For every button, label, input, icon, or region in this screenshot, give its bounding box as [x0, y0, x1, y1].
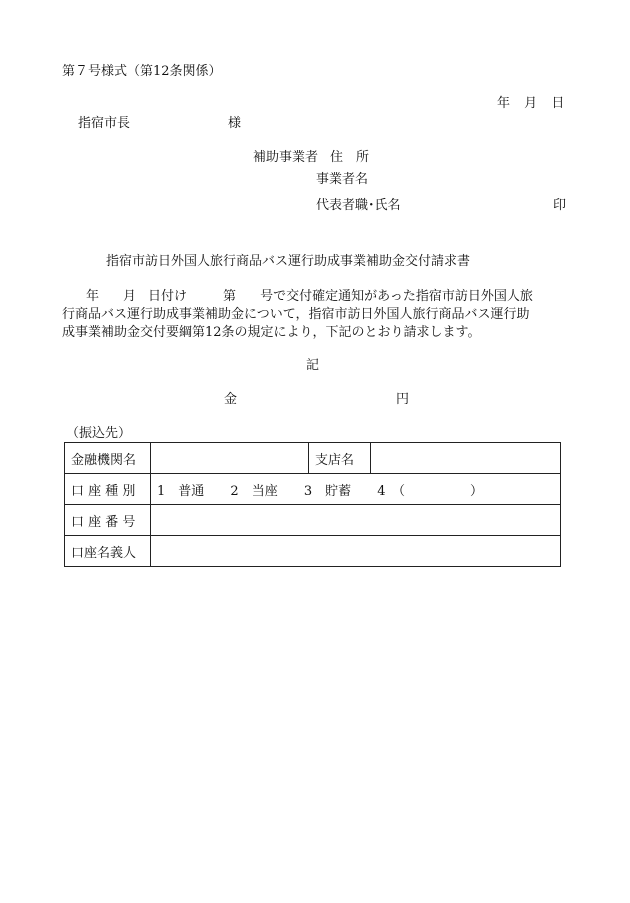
account-number-label: 口 座 番 号 — [65, 505, 151, 536]
table-row — [65, 474, 561, 505]
account-type-option[interactable]: 2 当座 — [230, 483, 278, 499]
date-line — [497, 96, 564, 112]
branch-field[interactable] — [371, 443, 561, 474]
bank-name-field[interactable] — [151, 443, 309, 474]
bank-name-label: 金融機関名 — [65, 443, 151, 474]
note-mark: 記 — [306, 358, 320, 373]
addressee-honorific: 様 — [228, 116, 242, 131]
business-name-label: 事業者名 — [316, 172, 369, 187]
table-row — [65, 443, 561, 474]
account-type-option[interactable]: 1 普通 — [157, 483, 205, 499]
date-month: 月 — [524, 96, 538, 111]
addressee-name: 指宿市長 — [78, 116, 131, 131]
account-type-label: 口 座 種 別 — [65, 474, 151, 505]
account-type-options[interactable] — [151, 474, 561, 505]
body-no-prefix: 第 — [223, 289, 237, 304]
date-year: 年 — [497, 96, 511, 111]
body-dated: 日付け — [148, 289, 188, 304]
amount-prefix: 金 — [224, 392, 238, 407]
applicant-label: 補助事業者 — [253, 150, 319, 165]
account-type-option[interactable]: 3 貯蓄 — [303, 483, 352, 499]
form-number-heading: 第７号様式（第12条関係） — [62, 64, 222, 79]
body-month: 月 — [123, 289, 137, 304]
addressee — [78, 116, 241, 132]
bank-account-table — [64, 442, 561, 567]
date-day: 日 — [551, 96, 565, 111]
address-label: 住 所 — [330, 150, 370, 165]
account-holder-field[interactable] — [151, 536, 561, 567]
table-row — [65, 505, 561, 536]
account-type-option[interactable]: 4 （ ） — [377, 483, 484, 499]
transfer-label: （振込先） — [66, 426, 132, 441]
account-number-field[interactable] — [151, 505, 561, 536]
account-holder-label: 口座名義人 — [65, 536, 151, 567]
body-year: 年 — [86, 289, 100, 304]
amount-suffix: 円 — [396, 392, 410, 407]
table-row — [65, 536, 561, 567]
representative-label: 代表者職･氏名 — [316, 198, 401, 213]
body-line-2: 行商品バス運行助成事業補助金について，指宿市訪日外国人旅行商品バス運行助 — [62, 307, 530, 322]
body-line-3: 成事業補助金交付要綱第12条の規定により，下記のとおり請求します。 — [62, 325, 481, 340]
body-line-1 — [62, 289, 533, 305]
seal-mark: 印 — [553, 198, 567, 213]
document-title: 指宿市訪日外国人旅行商品バス運行助成事業補助金交付請求書 — [106, 254, 471, 269]
applicant-address-row — [253, 150, 369, 166]
body-line1-rest: 号で交付確定通知があった指宿市訪日外国人旅 — [260, 289, 533, 304]
branch-label: 支店名 — [309, 443, 371, 474]
